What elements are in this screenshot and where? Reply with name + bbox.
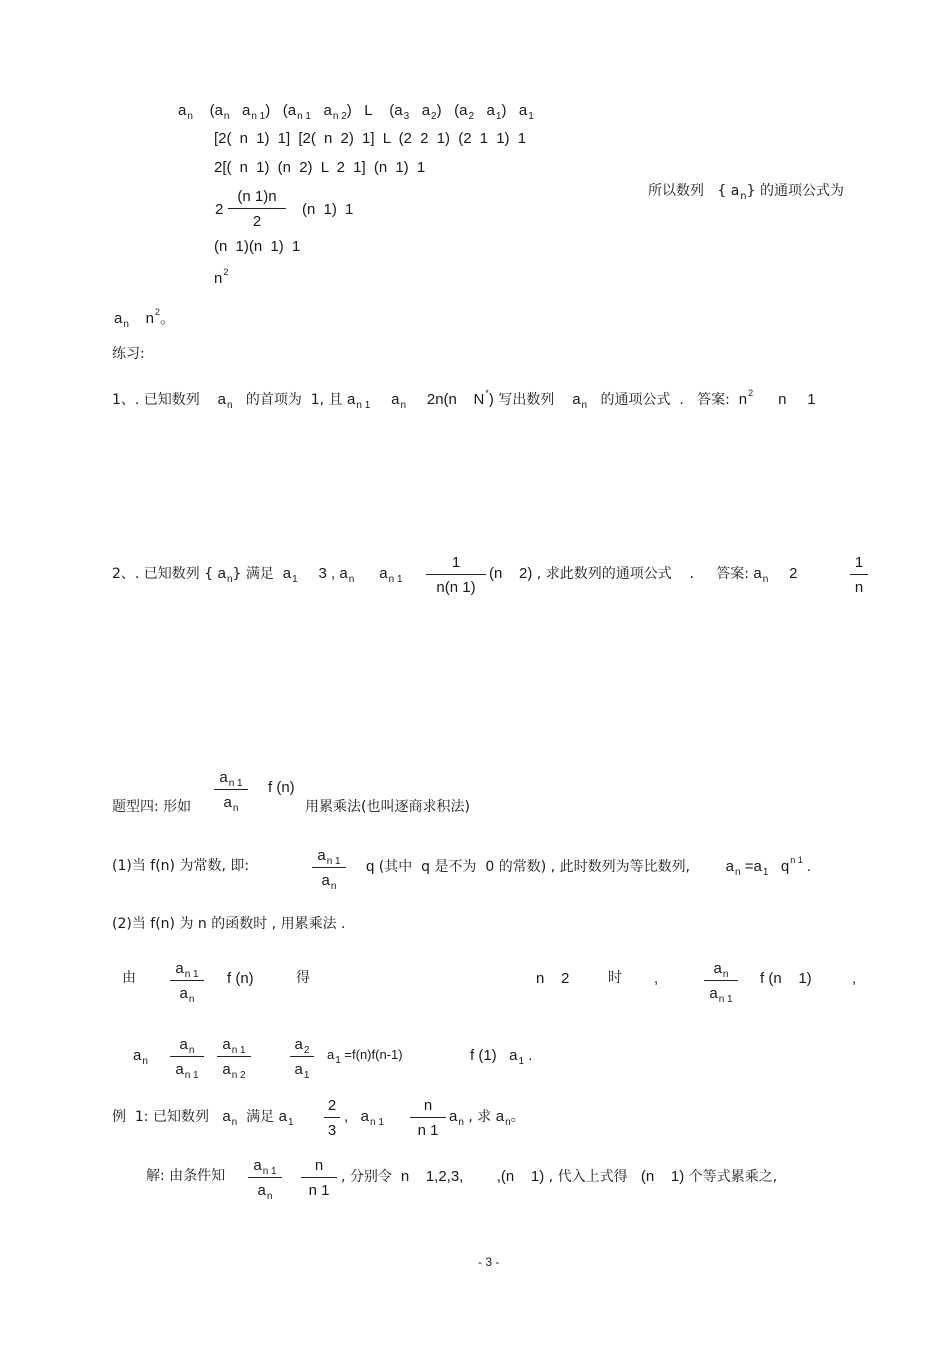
example-1-middle: , $a_{n 1}$ bbox=[344, 1108, 384, 1128]
fraction-bar bbox=[426, 574, 486, 575]
fraction-denominator: $a_n$ bbox=[223, 794, 239, 814]
fraction-denominator: n 1 bbox=[308, 1182, 330, 1199]
fraction-numerator: $a_{n 1}$ bbox=[175, 960, 199, 980]
derivation-line-1: $a_n$ ($a_n$ $a_{n 1}$) ($a_{n 1}$ $a_{n 2}$) L ($a_3$ $a_2$) ($a_2$ $a_1$) $a_1$ bbox=[178, 102, 534, 122]
fraction-denominator: 3 bbox=[327, 1122, 337, 1139]
fraction-denominator: $a_{n 1}$ bbox=[175, 1061, 199, 1081]
fraction-numerator: (n 1)n bbox=[237, 188, 277, 205]
type4-comma-1: , bbox=[654, 970, 659, 987]
fraction-denominator: $a_n$ bbox=[321, 872, 337, 892]
page-number: - 3 - bbox=[478, 1255, 500, 1269]
type4-case-1-prefix: (1)当 f(n) 为常数, 即: bbox=[112, 858, 250, 874]
fraction-bar bbox=[312, 867, 346, 868]
fraction-bar bbox=[704, 980, 738, 981]
fraction-bar bbox=[410, 1117, 446, 1118]
practice-question-2-fraction bbox=[426, 555, 486, 595]
type4-product-lhs: $a_n$ bbox=[133, 1047, 148, 1067]
fraction-bar bbox=[228, 208, 286, 209]
type4-title-suffix: 用累乘法(也叫逐商求积法) bbox=[305, 799, 470, 815]
practice-question-2-suffix: (n 2) , 求此数列的通项公式 . 答案: $a_n$ 2 bbox=[489, 565, 798, 585]
practice-question-2-answer-fraction bbox=[850, 555, 868, 595]
practice-question-1: 1、. 已知数列 $a_n$ 的首项为 1, 且 $a_{n 1}$ $a_n$ 2n(n N*) 写出数列 $a_n$ 的通项公式 . 答案: $n^2$ n 1 bbox=[112, 388, 816, 411]
solution-fraction-1 bbox=[248, 1157, 282, 1202]
derivation-line-5: (n 1)(n 1) 1 bbox=[214, 238, 301, 255]
fraction-bar bbox=[170, 1056, 204, 1057]
fraction-bar bbox=[290, 1056, 314, 1057]
type4-from-fraction bbox=[170, 960, 204, 1005]
derivation-line-4-prefix: 2 bbox=[215, 201, 224, 218]
fraction-numerator: $a_2$ bbox=[294, 1036, 310, 1056]
derivation-line-4-fraction bbox=[228, 189, 286, 229]
fraction-numerator: n bbox=[314, 1157, 324, 1174]
fraction-numerator: 1 bbox=[451, 554, 461, 571]
type4-comma-2: , bbox=[852, 970, 857, 987]
fraction-numerator: $a_{n 1}$ bbox=[253, 1157, 277, 1177]
derivation-line-4-suffix: (n 1) 1 bbox=[302, 201, 354, 218]
type4-from-label: 由 bbox=[122, 970, 136, 986]
type4-case-1-suffix: q (其中 q 是不为 0 的常数) , 此时数列为等比数列, $a_n =a_1$ $q^{n 1}$ . bbox=[366, 855, 812, 878]
fraction-denominator: $a_{n 1}$ bbox=[709, 985, 733, 1005]
type4-product-rhs: f (1) $a_1$ . bbox=[470, 1047, 533, 1067]
type4-product-fraction-3 bbox=[290, 1036, 314, 1081]
fraction-numerator: 1 bbox=[854, 554, 864, 571]
fraction-denominator: n bbox=[854, 579, 864, 596]
fraction-numerator: n bbox=[423, 1097, 433, 1114]
derivation-line-6: $n^2$ bbox=[214, 267, 229, 287]
fraction-numerator: $a_{n 1}$ bbox=[317, 847, 341, 867]
fraction-numerator: $a_n$ bbox=[179, 1036, 195, 1056]
fraction-denominator: $a_1$ bbox=[294, 1061, 310, 1081]
type4-case-2: (2)当 f(n) 为 n 的函数时 , 用累乘法 . bbox=[112, 916, 346, 932]
type4-form-rhs: f (n) bbox=[268, 779, 295, 796]
solution-prefix: 解: 由条件知 bbox=[146, 1168, 226, 1184]
type4-when-rhs: f (n 1) bbox=[760, 970, 812, 987]
type4-get-label: 得 bbox=[296, 970, 310, 986]
fraction-bar bbox=[170, 980, 204, 981]
type4-product-fraction-2 bbox=[217, 1036, 251, 1081]
conclusion-result: $a_n$ $n^2$。 bbox=[114, 307, 175, 330]
fraction-denominator: n 1 bbox=[417, 1122, 439, 1139]
fraction-denominator: $a_{n 2}$ bbox=[222, 1061, 246, 1081]
type4-n2-label: n 2 bbox=[536, 970, 570, 987]
example-1-a1-fraction bbox=[324, 1098, 340, 1138]
type4-title-prefix: 题型四: 形如 bbox=[112, 799, 192, 815]
fraction-denominator: $a_n$ bbox=[179, 985, 195, 1005]
type4-case-1-fraction bbox=[312, 847, 346, 892]
fraction-bar bbox=[324, 1117, 340, 1118]
derivation-line-2: [2( n 1) 1] [2( n 2) 1] L (2 2 1) (2 1 1) 1 bbox=[214, 130, 527, 147]
fraction-denominator: $a_n$ bbox=[257, 1182, 273, 1202]
example-1-suffix: $a_n$ , 求 $a_n$。 bbox=[449, 1108, 525, 1128]
example-1-prefix: 例 1: 已知数列 $a_n$ 满足 $a_1$ bbox=[112, 1108, 294, 1128]
fraction-numerator: $a_{n 1}$ bbox=[219, 769, 243, 789]
type4-form-fraction bbox=[214, 769, 248, 814]
type4-from-rhs: f (n) bbox=[227, 970, 254, 987]
type4-when-fraction bbox=[704, 960, 738, 1005]
type4-product-middle: $a_1 =f(n)f(n-1)$ bbox=[327, 1047, 403, 1066]
fraction-bar bbox=[248, 1177, 282, 1178]
example-1-recurrence-fraction bbox=[410, 1098, 446, 1138]
fraction-bar bbox=[301, 1177, 337, 1178]
fraction-numerator: $a_n$ bbox=[713, 960, 729, 980]
fraction-denominator: n(n 1) bbox=[436, 579, 476, 596]
fraction-bar bbox=[217, 1056, 251, 1057]
type4-product-fraction-1 bbox=[170, 1036, 204, 1081]
fraction-numerator: 2 bbox=[327, 1097, 337, 1114]
derivation-line-3: 2[( n 1) (n 2) L 2 1] (n 1) 1 bbox=[214, 159, 426, 176]
fraction-denominator: 2 bbox=[252, 213, 262, 230]
fraction-numerator: $a_{n 1}$ bbox=[222, 1036, 246, 1056]
solution-suffix: , 分别令 n 1,2,3, ,(n 1) , 代入上式得 (n 1) 个等式累乘之, bbox=[341, 1168, 778, 1185]
fraction-bar bbox=[214, 789, 248, 790]
fraction-bar bbox=[850, 574, 868, 575]
conclusion-side-text: 所以数列 { $a_n$} 的通项公式为 bbox=[648, 183, 844, 202]
practice-question-2-prefix: 2、. 已知数列 { $a_n$} 满足 $a_1$ 3 , $a_n$ $a_{n 1}$ bbox=[112, 565, 403, 585]
practice-heading: 练习: bbox=[112, 346, 145, 362]
type4-when-label: 时 bbox=[608, 970, 622, 986]
solution-fraction-2 bbox=[301, 1158, 337, 1198]
